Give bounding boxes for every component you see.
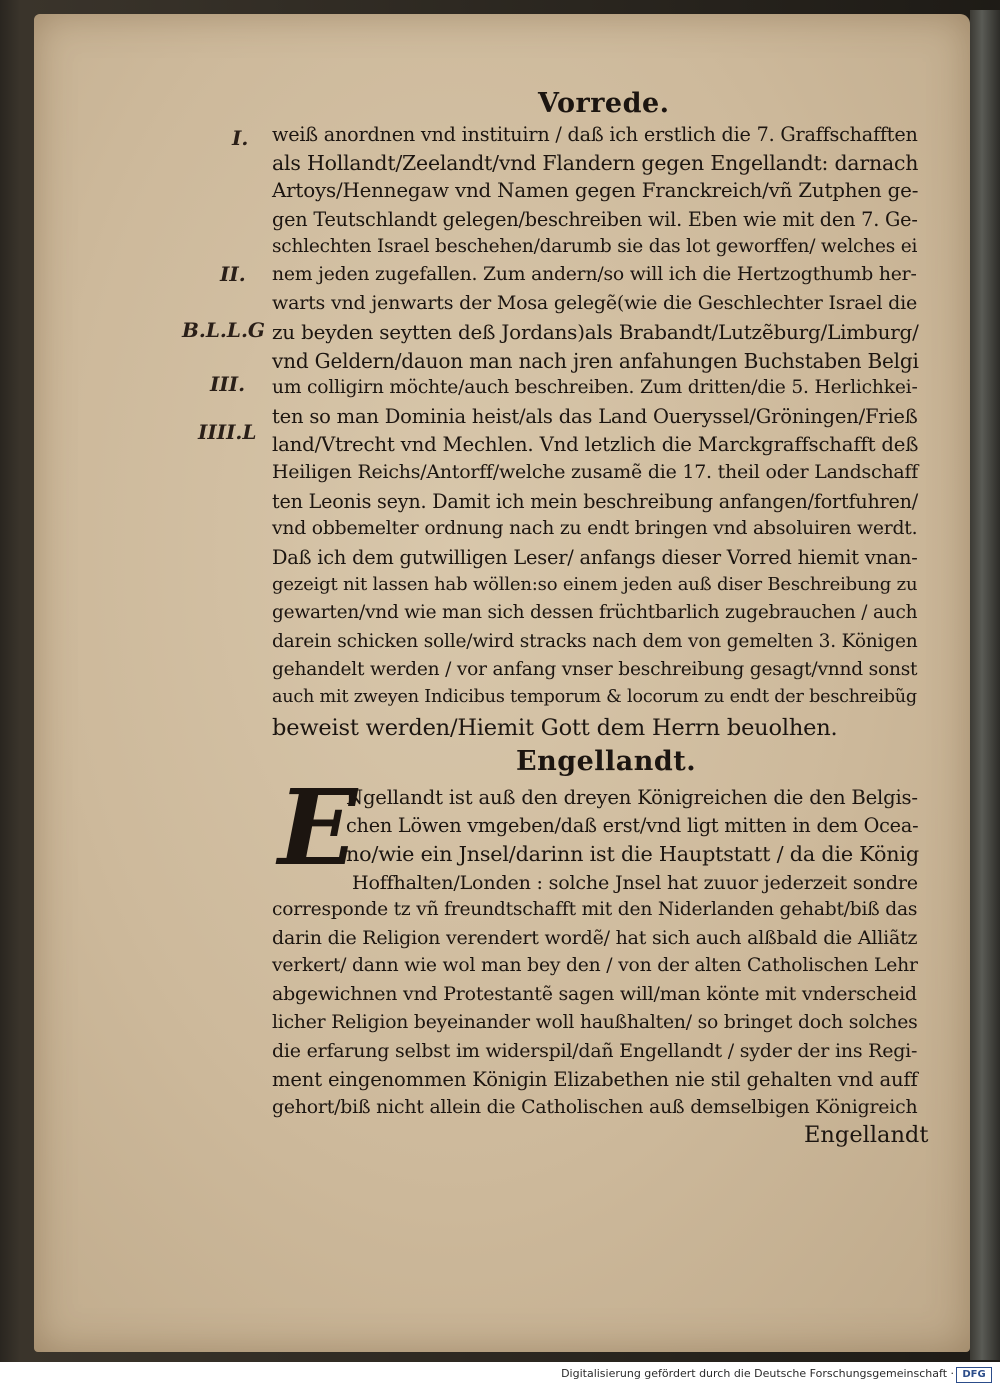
preface-line: gen Teutschlandt gelegen/beschreiben wil. Eben wie mit den 7. Ge- [272, 207, 918, 231]
decorated-initial: E [278, 766, 358, 889]
page-edge [970, 10, 1000, 1360]
preface-line: land/Vtrecht vnd Mechlen. Vnd letzlich die Marckgraffschafft deß [272, 433, 919, 457]
preface-line: gehandelt werden / vor anfang vnser beschreibung gesagt/vnnd sonst [272, 658, 918, 680]
section-line: Ngellandt ist auß den dreyen Königreichen die den Belgis- [346, 786, 918, 809]
preface-line: Daß ich dem gutwilligen Leser/ anfangs dieser Vorred hiemit vnan- [272, 546, 918, 569]
section-line: chen Löwen vmgeben/daß erst/vnd ligt mitten in dem Ocea- [346, 814, 919, 838]
preface-line: gezeigt nit lassen hab wöllen:so einem jeden auß diser Beschreibung zu [272, 574, 918, 596]
preface-line: nem jeden zugefallen. Zum andern/so will ich die Hertzogthumb her- [272, 264, 917, 285]
margin-note-1: I. [232, 126, 249, 150]
section-line: verkert/ dann wie wol man bey den / von der alten Catholischen Lehr [272, 955, 918, 977]
margin-note-4: III. [210, 372, 246, 396]
section-line: die erfarung selbst im widerspil/dañ Engellandt / syder der ins Regi- [272, 1039, 918, 1062]
preface-line: beweist werden/Hiemit Gott dem Herrn beuolhen. [272, 715, 838, 742]
preface-line: auch mit zweyen Indicibus temporum & locorum zu endt der beschreibũg [272, 687, 917, 707]
section-line: gehort/biß nicht allein die Catholischen auß demselbigen Königreich [272, 1096, 918, 1119]
preface-line: schlechten Israel beschehen/darumb sie das lot geworffen/ welches ei [272, 235, 918, 257]
running-head: Vorrede. [538, 88, 670, 119]
margin-note-2: II. [220, 262, 246, 286]
preface-line: gewarten/vnd wie man sich dessen früchtbarlich zugebrauchen / auch [272, 602, 918, 624]
section-line: corresponde tz vñ freundtschafft mit den Niderlanden gehabt/biß das [272, 898, 918, 920]
footer-bar [0, 1362, 1000, 1387]
preface-line: warts vnd jenwarts der Mosa gelegẽ(wie die Geschlechter Israel die [272, 292, 918, 315]
preface-line: weiß anordnen vnd instituirn / daß ich erstlich die 7. Graffschafften [272, 123, 918, 146]
preface-line: Heiligen Reichs/Antorff/welche zusamẽ die 17. theil oder Landschaff [272, 461, 919, 484]
dfg-logo-icon: DFG [956, 1367, 992, 1383]
preface-line: um colligirn möchte/auch beschreiben. Zum dritten/die 5. Herlichkei- [272, 376, 918, 398]
section-line: licher Religion beyeinander woll haußhalten/ so bringet doch solches [272, 1011, 918, 1033]
section-line: ment eingenommen Königin Elizabethen nie stil gehalten vnd auff [272, 1068, 918, 1091]
section-line: abgewichnen vnd Protestantẽ sagen will/man könte mit vnderscheid [272, 983, 917, 1006]
preface-line: ten Leonis seyn. Damit ich mein beschreibung anfangen/fortfuhren/ [272, 489, 918, 513]
section-line: darin die Religion verendert wordẽ/ hat sich auch alßbald die Alliãtz [272, 927, 918, 949]
section-heading: Engellandt. [516, 746, 697, 777]
preface-line: zu beyden seytten deß Jordans)als Brabandt/Lutzẽburg/Limburg/ [272, 320, 919, 345]
preface-line: vnd obbemelter ordnung nach zu endt bringen vnd absoluiren werdt. [272, 517, 918, 539]
preface-line: ten so man Dominia heist/als das Land Oueryssel/Gröningen/Frieß [272, 405, 918, 428]
section-line: no/wie ein Jnsel/darinn ist die Hauptstatt / da die König [346, 842, 919, 867]
margin-note-3: B.L.L.G [182, 318, 265, 342]
preface-line: darein schicken solle/wird stracks nach dem von gemelten 3. Königen [272, 630, 918, 652]
margin-note-5: IIII.L [198, 420, 257, 444]
preface-line: Artoys/Hennegaw vnd Namen gegen Franckreich/vñ Zutphen ge- [272, 179, 919, 203]
footer-credit: Digitalisierung gefördert durch die Deutsche Forschungsgemeinschaft · [561, 1367, 954, 1380]
section-line: Hoffhalten/Londen : solche Jnsel hat zuuor jederzeit sondre [352, 870, 918, 894]
catchword: Engellandt [804, 1122, 929, 1148]
preface-line: als Hollandt/Zeelandt/vnd Flandern gegen Engellandt: darnach [272, 151, 919, 176]
preface-line: vnd Geldern/dauon man nach jren anfahungen Buchstaben Belgi [272, 348, 919, 373]
